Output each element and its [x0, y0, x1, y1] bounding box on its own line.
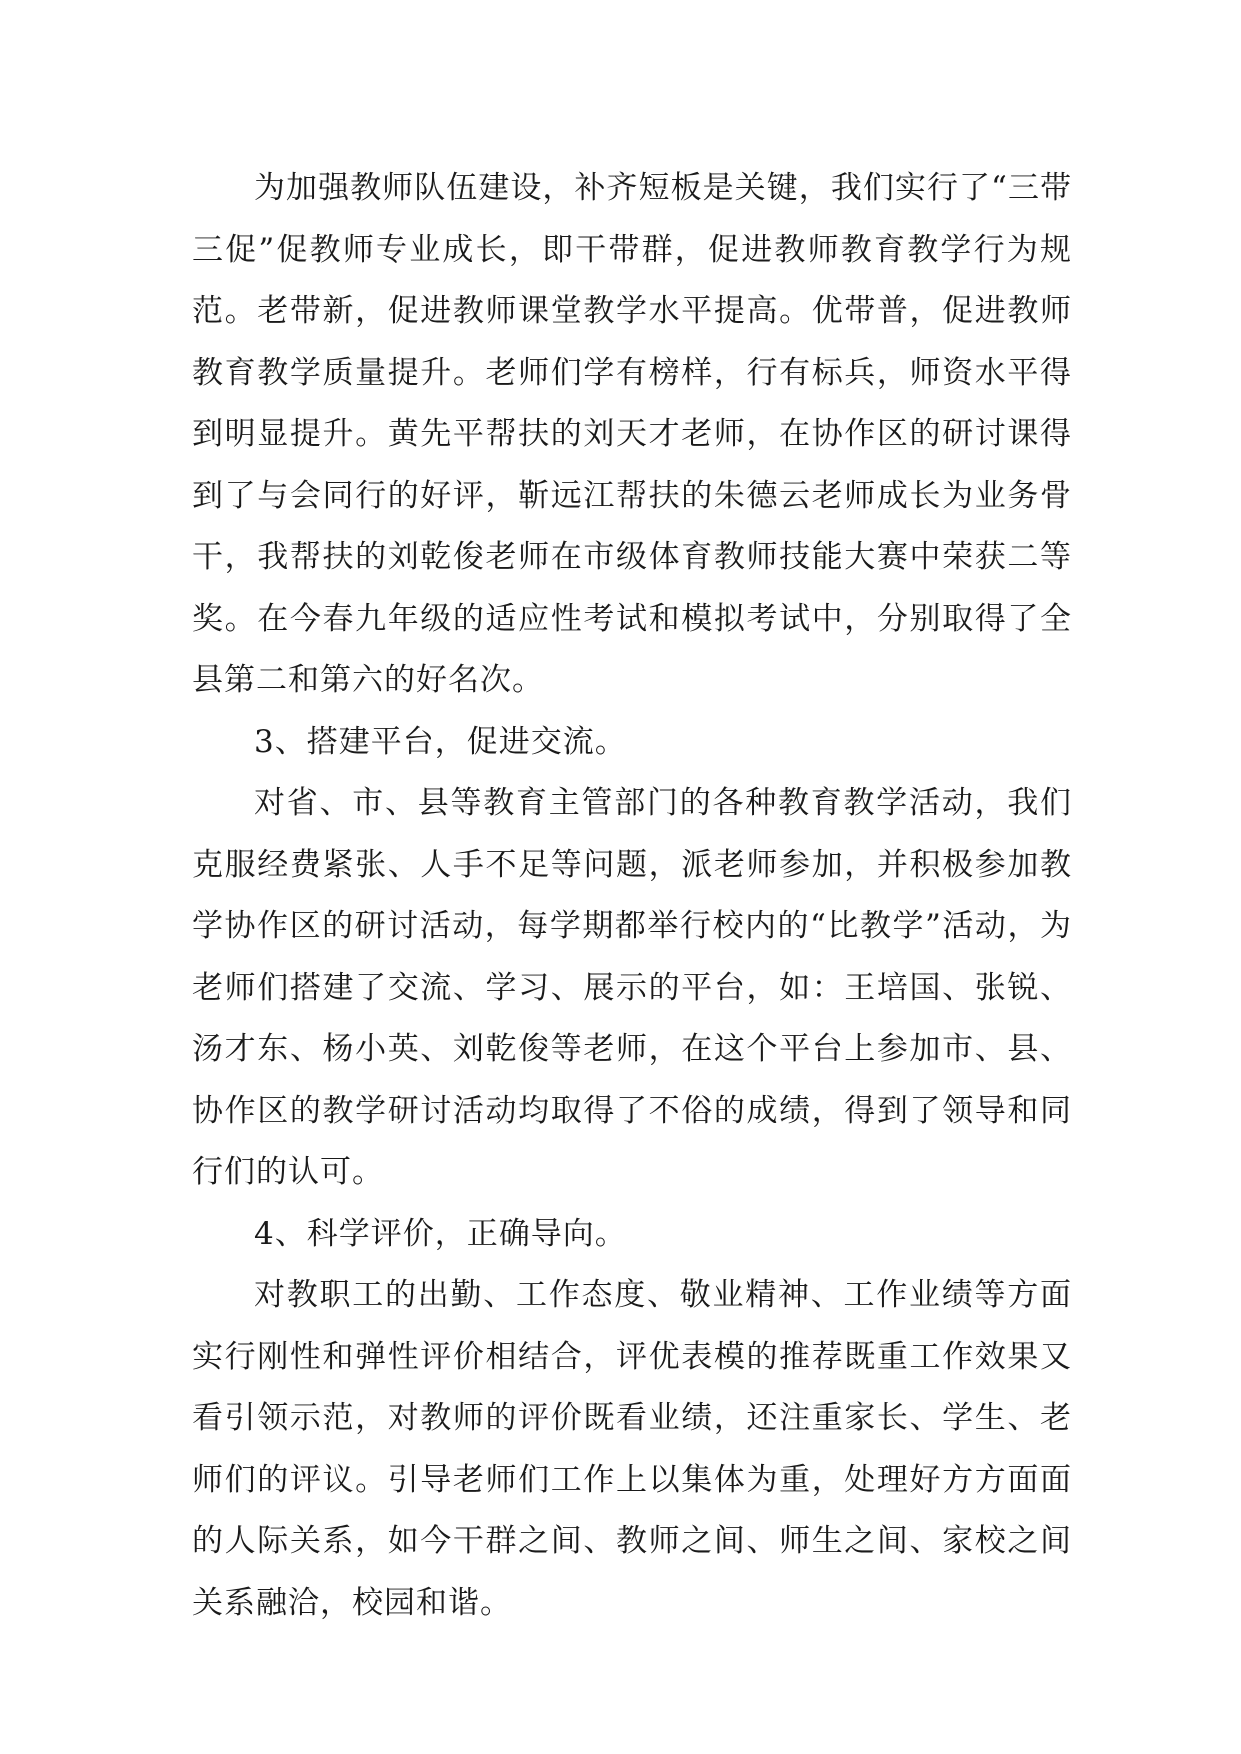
heading-build-platform: 3、搭建平台，促进交流。	[254, 723, 627, 760]
paragraph-teacher-development: 为加强教师队伍建设，补齐短板是关键，我们实行了“三带三促”促教师专业成长，即干带群，促进教师教育教学行为规范。老带新，促进教师课堂教学水平提高。优带普，促进教师教育教学质量提升。老师们学有榜样，行有标兵，师资水平得到明显提升。黄先平帮扶的刘天才老师，在协作区的研讨课得到了与会同行的好评，靳远江帮扶的朱德云老师成长为业务骨干，我帮扶的刘乾俊老师在市级体育教师技能大赛中荣获二等奖。在今春九年级的适应性考试和模拟考试中，分别取得了全县第二和第六的好名次。	[192, 170, 1072, 698]
paragraph-exchange-activities: 对省、市、县等教育主管部门的各种教育教学活动，我们克服经费紧张、人手不足等问题，派老师参加，并积极参加教学协作区的研讨活动，每学期都举行校内的“比教学”活动，为老师们搭建了交流、学习、展示的平台，如：王培国、张锐、汤才东、杨小英、刘乾俊等老师，在这个平台上参加市、县、协作区的教学研讨活动均取得了不俗的成绩，得到了领导和同行们的认可。	[192, 785, 1072, 1190]
heading-scientific-evaluation: 4、科学评价，正确导向。	[254, 1215, 627, 1252]
paragraph-evaluation-details: 对教职工的出勤、工作态度、敬业精神、工作业绩等方面实行刚性和弹性评价相结合，评优表模的推荐既重工作效果又看引领示范，对教师的评价既看业绩，还注重家长、学生、老师们的评议。引导老师们工作上以集体为重，处理好方方面面的人际关系，如今干群之间、教师之间、师生之间、家校之间关系融洽，校园和谐。	[192, 1277, 1072, 1621]
document-body	[192, 158, 1072, 1634]
